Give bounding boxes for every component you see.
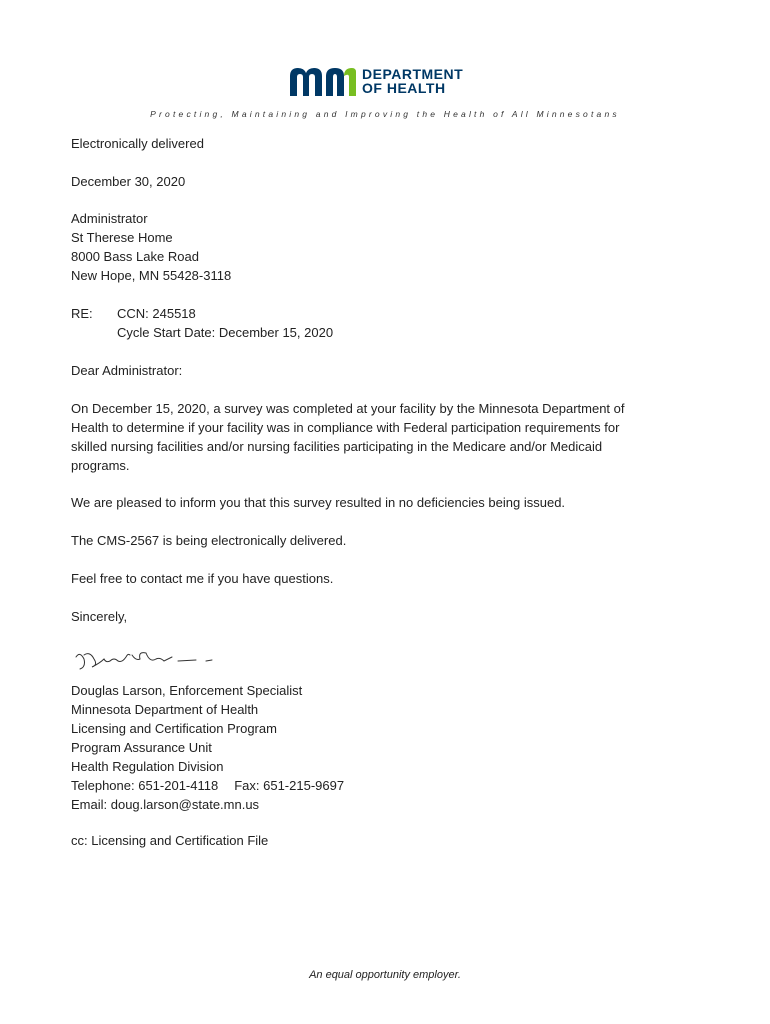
logo-text-line1: DEPARTMENT bbox=[362, 66, 464, 82]
footer-text: An equal opportunity employer. bbox=[309, 969, 461, 981]
paragraph-line: On December 15, 2020, a survey was completed at your facility by the Minnesota Department of bbox=[71, 401, 625, 416]
paragraph-contact: Feel free to contact me if you have questions. bbox=[71, 571, 334, 586]
paragraph-line: programs. bbox=[71, 458, 130, 473]
recipient-line: St Therese Home bbox=[71, 230, 173, 245]
email: Email: doug.larson@state.mn.us bbox=[71, 797, 260, 812]
recipient-address bbox=[71, 209, 701, 285]
paragraph-result: We are pleased to inform you that this survey resulted in no deficiencies being issued. bbox=[71, 495, 566, 510]
handwritten-signature bbox=[70, 645, 220, 679]
recipient-line: New Hope, MN 55428-3118 bbox=[71, 268, 232, 283]
signature-line: Licensing and Certification Program bbox=[71, 721, 277, 736]
paragraph-cms: The CMS-2567 is being electronically delivered. bbox=[71, 533, 347, 548]
logo-text-line2: OF HEALTH bbox=[362, 80, 446, 96]
mdh-logo bbox=[290, 66, 490, 98]
cc-line: cc: Licensing and Certification File bbox=[71, 833, 269, 848]
re-label: RE: bbox=[71, 306, 93, 321]
signature-line: Program Assurance Unit bbox=[71, 740, 212, 755]
signature-block bbox=[71, 681, 701, 814]
closing: Sincerely, bbox=[71, 609, 128, 624]
salutation: Dear Administrator: bbox=[71, 363, 183, 378]
paragraph-line: skilled nursing facilities and/or nursing facilities participating in the Medicare and/or Medicaid bbox=[71, 439, 603, 454]
paragraph-survey bbox=[71, 399, 701, 475]
delivery-note: Electronically delivered bbox=[71, 136, 204, 151]
mn-logo-icon bbox=[290, 66, 356, 96]
fax: Fax: 651-215-9697 bbox=[234, 778, 345, 793]
recipient-line: Administrator bbox=[71, 211, 148, 226]
telephone: Telephone: 651-201-4118 bbox=[71, 778, 219, 793]
signature-line: Minnesota Department of Health bbox=[71, 702, 259, 717]
re-ccn: CCN: 245518 bbox=[117, 306, 196, 321]
department-name bbox=[362, 67, 463, 95]
signature-line: Health Regulation Division bbox=[71, 759, 224, 774]
paragraph-line: Health to determine if your facility was in compliance with Federal participation requirements for bbox=[71, 420, 620, 435]
letter-date: December 30, 2020 bbox=[71, 174, 186, 189]
re-cycle-date: Cycle Start Date: December 15, 2020 bbox=[117, 325, 334, 340]
signature-line: Douglas Larson, Enforcement Specialist bbox=[71, 683, 303, 698]
recipient-line: 8000 Bass Lake Road bbox=[71, 249, 199, 264]
tagline: Protecting, Maintaining and Improving the Health of All Minnesotans bbox=[150, 109, 620, 119]
re-block bbox=[71, 304, 701, 342]
